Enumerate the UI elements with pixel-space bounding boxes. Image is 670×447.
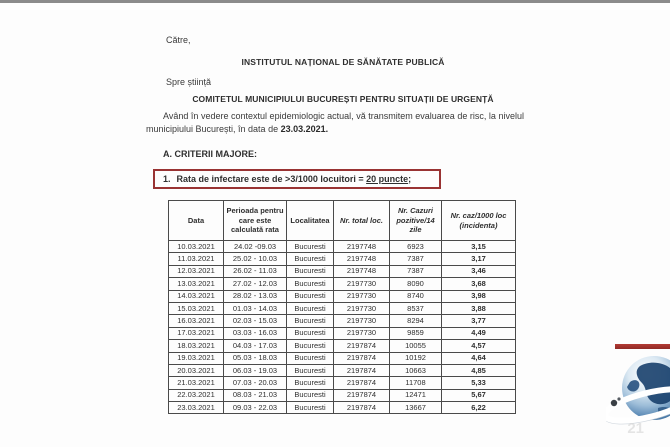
table-cell: 17.03.2021 [169, 327, 224, 339]
table-cell: 7387 [390, 253, 442, 265]
risk-table [168, 200, 516, 414]
table-cell: 10663 [390, 364, 442, 376]
table-cell: 2197874 [334, 364, 390, 376]
risk-table-wrapper [168, 200, 516, 414]
table-row [169, 278, 516, 290]
table-cell: 10055 [390, 340, 442, 352]
table-cell: 02.03 - 15.03 [224, 315, 287, 327]
table-cell: 2197874 [334, 377, 390, 389]
table-cell: Bucuresti [287, 352, 334, 364]
table-cell: Bucuresti [287, 302, 334, 314]
table-cell: Bucuresti [287, 278, 334, 290]
table-cell: 2197748 [334, 241, 390, 253]
table-cell: 2197730 [334, 290, 390, 302]
table-cell: 11.03.2021 [169, 253, 224, 265]
table-cell: 22.03.2021 [169, 389, 224, 401]
table-cell: 27.02 - 12.03 [224, 278, 287, 290]
table-cell: 2197730 [334, 315, 390, 327]
table-cell: 6,22 [442, 402, 516, 414]
table-cell: 08.03 - 21.03 [224, 389, 287, 401]
intro-date: 23.03.2021. [280, 124, 329, 134]
table-cell: Bucuresti [287, 253, 334, 265]
table-cell: 24.02 -09.03 [224, 241, 287, 253]
table-cell: 5,33 [442, 377, 516, 389]
attention-note: Spre știință [166, 77, 212, 87]
intro-text: Având în vedere contextul epidemiologic actual, vă transmitem evaluarea de risc, la nivelul municipiului București, în data de [146, 111, 524, 134]
table-cell: 8090 [390, 278, 442, 290]
table-cell: Bucuresti [287, 377, 334, 389]
table-cell: 25.02 - 10.03 [224, 253, 287, 265]
column-header-total-population: Nr. total loc. [334, 201, 390, 241]
table-cell: 3,15 [442, 241, 516, 253]
table-cell: 8294 [390, 315, 442, 327]
table-cell: 09.03 - 22.03 [224, 402, 287, 414]
table-cell: Bucuresti [287, 402, 334, 414]
table-cell: 04.03 - 17.03 [224, 340, 287, 352]
risk-table-body [169, 241, 516, 414]
table-cell: 18.03.2021 [169, 340, 224, 352]
table-cell: 7387 [390, 265, 442, 277]
column-header-positive-cases: Nr. Cazuri pozitive/14 zile [390, 201, 442, 241]
table-cell: 2197874 [334, 389, 390, 401]
table-row [169, 302, 516, 314]
criterion-points: 20 puncte [366, 174, 409, 184]
table-cell: 2197748 [334, 265, 390, 277]
table-cell: Bucuresti [287, 241, 334, 253]
column-header-incidence: Nr. caz/1000 loc (incidenta) [442, 201, 516, 241]
table-header-row [169, 201, 516, 241]
criterion-text: Rata de infectare este de >3/1000 locuitori = [176, 174, 367, 184]
intro-paragraph [146, 110, 524, 136]
table-cell: 26.02 - 11.03 [224, 265, 287, 277]
table-cell: 10192 [390, 352, 442, 364]
table-cell: 05.03 - 18.03 [224, 352, 287, 364]
table-cell: 11708 [390, 377, 442, 389]
table-cell: Bucuresti [287, 290, 334, 302]
watermark-red-bar [615, 344, 670, 349]
table-cell: 2197730 [334, 327, 390, 339]
column-header-data: Data [169, 201, 224, 241]
institution-title: INSTITUTUL NAȚIONAL DE SĂNĂTATE PUBLICĂ [241, 57, 445, 67]
table-cell: Bucuresti [287, 389, 334, 401]
table-cell: 3,68 [442, 278, 516, 290]
table-cell: Bucuresti [287, 315, 334, 327]
table-cell: 28.02 - 13.03 [224, 290, 287, 302]
table-cell: 4,57 [442, 340, 516, 352]
table-cell: 12.03.2021 [169, 265, 224, 277]
table-cell: 19.03.2021 [169, 352, 224, 364]
table-cell: 07.03 - 20.03 [224, 377, 287, 389]
table-cell: 3,98 [442, 290, 516, 302]
table-row [169, 340, 516, 352]
table-cell: 10.03.2021 [169, 241, 224, 253]
table-cell: 6923 [390, 241, 442, 253]
table-row [169, 290, 516, 302]
table-cell: 3,17 [442, 253, 516, 265]
table-cell: 3,88 [442, 302, 516, 314]
table-cell: 4,49 [442, 327, 516, 339]
table-cell: 13667 [390, 402, 442, 414]
table-cell: 4,64 [442, 352, 516, 364]
table-cell: 8740 [390, 290, 442, 302]
table-cell: Bucuresti [287, 340, 334, 352]
committee-title: COMITETUL MUNICIPIULUI BUCUREȘTI PENTRU SITUAȚII DE URGENȚĂ [192, 94, 494, 104]
table-row [169, 241, 516, 253]
table-cell: 12471 [390, 389, 442, 401]
table-cell: Bucuresti [287, 327, 334, 339]
table-row [169, 389, 516, 401]
table-cell: 01.03 - 14.03 [224, 302, 287, 314]
table-cell: 2197730 [334, 278, 390, 290]
table-cell: 2197874 [334, 340, 390, 352]
table-cell: 06.03 - 19.03 [224, 364, 287, 376]
table-cell: 16.03.2021 [169, 315, 224, 327]
table-cell: 5,67 [442, 389, 516, 401]
table-row [169, 364, 516, 376]
table-row [169, 377, 516, 389]
table-cell: 3,46 [442, 265, 516, 277]
section-heading-major-criteria: A. CRITERII MAJORE: [163, 149, 258, 159]
table-row [169, 315, 516, 327]
table-cell: 2197874 [334, 352, 390, 364]
table-cell: Bucuresti [287, 364, 334, 376]
table-cell: 2197730 [334, 302, 390, 314]
criterion-number: 1. [163, 174, 171, 184]
table-cell: Bucuresti [287, 265, 334, 277]
column-header-locality: Localitatea [287, 201, 334, 241]
criterion-box [153, 169, 441, 189]
table-row [169, 402, 516, 414]
table-row [169, 352, 516, 364]
table-row [169, 253, 516, 265]
table-row [169, 265, 516, 277]
watermark-number: 21 [627, 420, 644, 437]
table-cell: 4,85 [442, 364, 516, 376]
table-row [169, 327, 516, 339]
table-cell: 9859 [390, 327, 442, 339]
column-header-period: Perioada pentru care este calculată rata [224, 201, 287, 241]
table-cell: 14.03.2021 [169, 290, 224, 302]
table-cell: 2197874 [334, 402, 390, 414]
salutation: Către, [166, 35, 191, 45]
table-cell: 03.03 - 16.03 [224, 327, 287, 339]
table-cell: 21.03.2021 [169, 377, 224, 389]
table-cell: 23.03.2021 [169, 402, 224, 414]
table-cell: 20.03.2021 [169, 364, 224, 376]
table-cell: 2197748 [334, 253, 390, 265]
table-cell: 8537 [390, 302, 442, 314]
top-gray-bar [0, 0, 670, 3]
table-cell: 3,77 [442, 315, 516, 327]
table-cell: 15.03.2021 [169, 302, 224, 314]
criterion-suffix: ; [408, 174, 412, 184]
table-cell: 13.03.2021 [169, 278, 224, 290]
